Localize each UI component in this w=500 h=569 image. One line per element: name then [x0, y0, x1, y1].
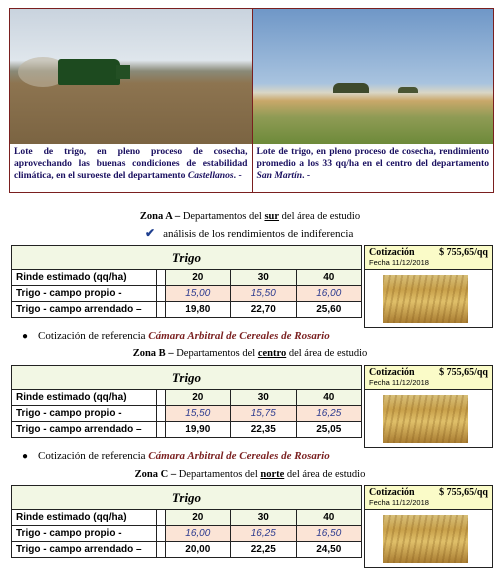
table-row: Trigo - campo arrendado – 19,80 22,70 25,60 [12, 302, 362, 318]
bullet-icon: ● [22, 451, 29, 462]
zone-b-table [11, 365, 362, 438]
harvest-photo-left [10, 9, 252, 144]
caption-place: San Martín [256, 169, 303, 181]
zone-c-table [11, 485, 362, 558]
table-row: Trigo - campo propio - 16,00 16,25 16,50 [12, 526, 362, 542]
quotation-box: Cotización $ 755,65/qq Fecha 11/12/2018 [364, 245, 493, 328]
tree-line [398, 87, 418, 93]
table-row: Rinde estimado (qq/ha) 20 30 40 [12, 510, 362, 526]
table-row: Rinde estimado (qq/ha) 20 30 40 [12, 270, 362, 286]
left-photo-panel [10, 9, 252, 192]
source-note: ● Cotización de referencia Cámara Arbitral de Cereales de Rosario [22, 330, 330, 342]
right-photo-caption: Lote de trigo, en pleno proceso de cosecha, rendimiento promedio a los 33 qq/ha en el centro del departamento San Martín. - [256, 146, 489, 181]
combine-harvester-icon [58, 59, 120, 85]
caption-place: Castellanos [187, 169, 234, 181]
table-title: Trigo [12, 366, 362, 390]
wheat-field-image [383, 515, 468, 563]
wheat-field-image [383, 275, 468, 323]
table-title: Trigo [12, 486, 362, 510]
table-row: Trigo - campo arrendado – 19,90 22,35 25,05 [12, 422, 362, 438]
zone-c-title: Zona C – Departamentos del norte del área de estudio [134, 469, 366, 480]
table-row: Rinde estimado (qq/ha) 20 30 40 [12, 390, 362, 406]
table-row: Trigo - campo propio - 15,00 15,50 16,00 [12, 286, 362, 302]
harvest-photo-right [253, 9, 494, 144]
checkmark-icon: ✔ [145, 226, 156, 240]
bullet-icon: ● [22, 331, 29, 342]
table-row: Trigo - campo arrendado – 20,00 22,25 24,50 [12, 542, 362, 558]
photo-banner [9, 8, 494, 193]
table-row: Trigo - campo propio - 15,50 15,75 16,25 [12, 406, 362, 422]
quotation-box: Cotización $ 755,65/qq Fecha 11/12/2018 [364, 485, 493, 568]
tree-line [333, 83, 369, 93]
left-photo-caption: Lote de trigo, en pleno proceso de cosecha, aprovechando las buenas condiciones de estabilidad climática, en el suroeste del departamento Castellanos. - [14, 146, 248, 181]
indifference-analysis-line: ✔ análisis de los rendimientos de indiferencia [145, 226, 354, 240]
right-photo-panel [252, 9, 494, 192]
table-title: Trigo [12, 246, 362, 270]
quotation-box: Cotización $ 755,65/qq Fecha 11/12/2018 [364, 365, 493, 448]
zone-a-table [11, 245, 362, 318]
source-note: ● Cotización de referencia Cámara Arbitral de Cereales de Rosario [22, 450, 330, 462]
zone-b-title: Zona B – Departamentos del centro del área de estudio [132, 348, 368, 359]
wheat-field-image [383, 395, 468, 443]
zone-a-title: Zona A – Departamentos del sur del área de estudio [139, 211, 361, 222]
